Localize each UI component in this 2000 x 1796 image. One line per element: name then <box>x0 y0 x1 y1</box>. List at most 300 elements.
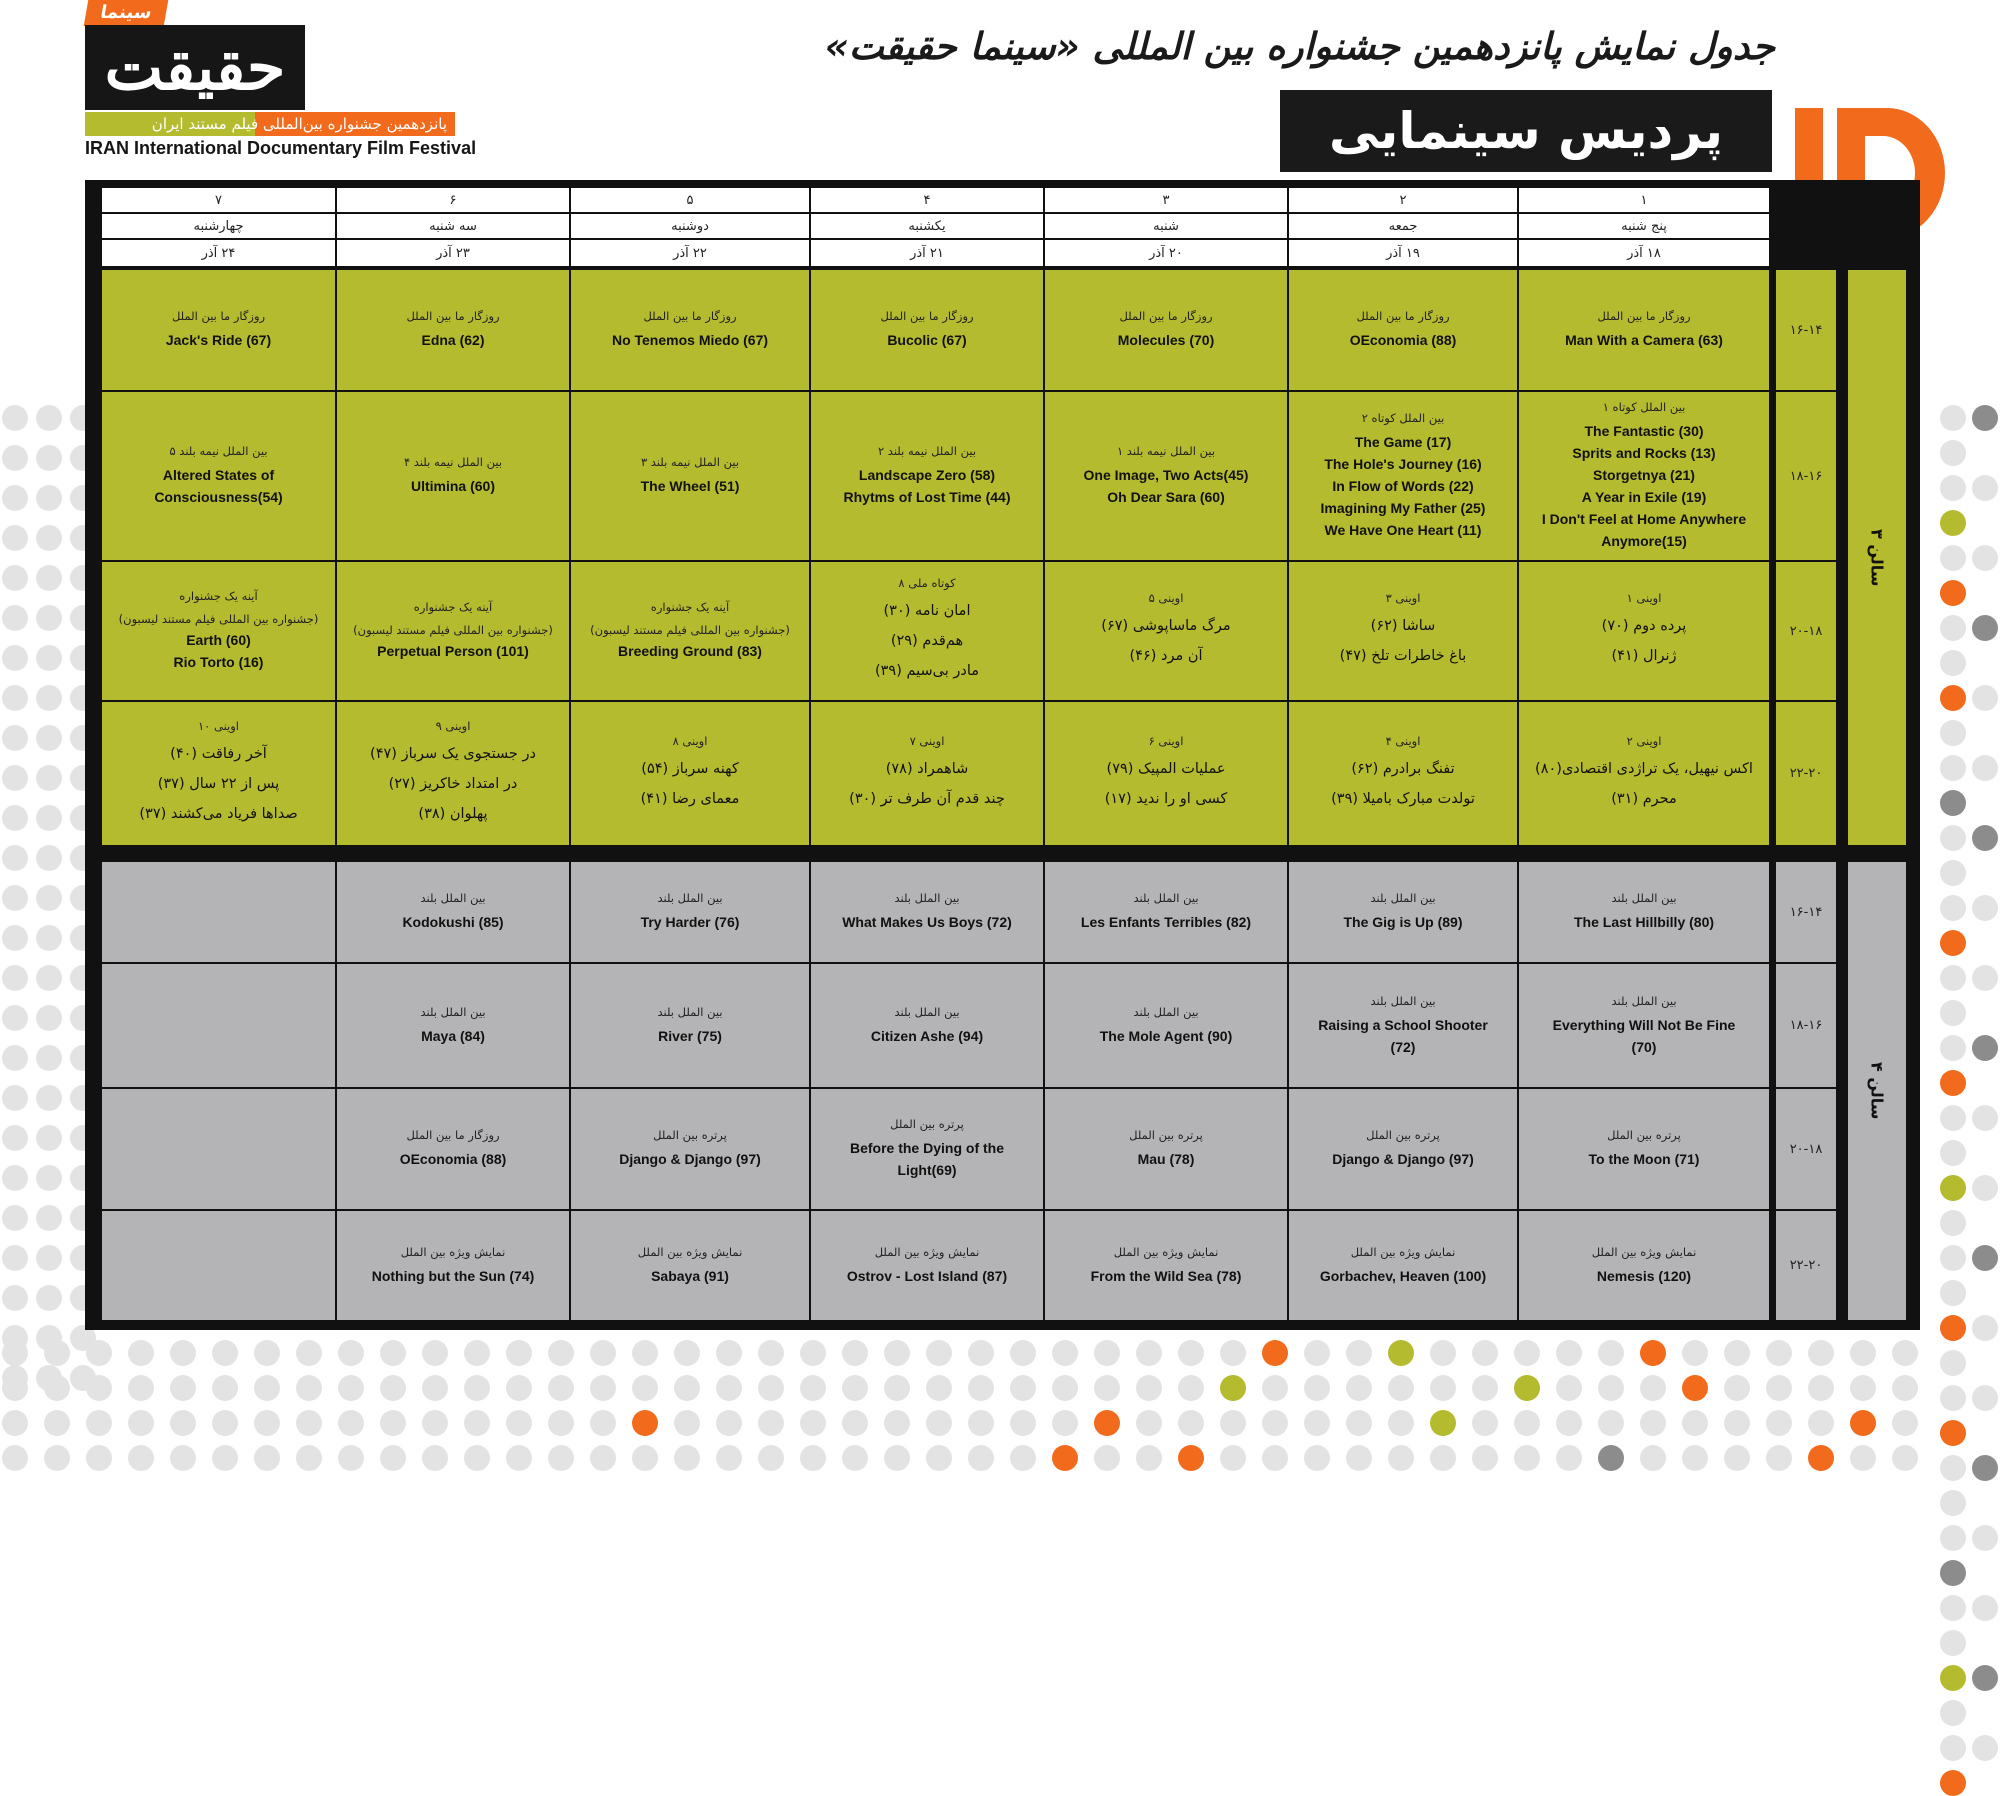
day-header-date <box>571 240 809 266</box>
day-num: ۷ <box>215 192 222 208</box>
decor-dot <box>1972 895 1998 921</box>
film-title: Everything Will Not Be Fine <box>1552 1016 1736 1033</box>
decor-dot <box>1556 1410 1582 1436</box>
section-label: روزگار ما بین الملل <box>1119 309 1213 323</box>
decor-dot <box>1940 965 1966 991</box>
decor-dot <box>1972 1245 1998 1271</box>
decor-dot <box>2 1245 28 1271</box>
decor-dot <box>422 1410 448 1436</box>
decor-dot <box>2 845 28 871</box>
section-label: روزگار ما بین الملل <box>1597 309 1691 323</box>
film-title: Light(69) <box>897 1162 957 1178</box>
schedule-cell <box>811 562 1043 700</box>
decor-dot <box>1892 1340 1918 1366</box>
decor-dot <box>1556 1375 1582 1401</box>
film-title: From the Wild Sea (78) <box>1090 1267 1242 1284</box>
time-slot <box>1776 562 1836 700</box>
decor-dot <box>1940 790 1966 816</box>
decor-dot <box>1972 1735 1998 1761</box>
section-label: بین الملل نیمه بلند ۳ <box>640 455 740 469</box>
schedule-cell <box>1045 562 1287 700</box>
section-label: روزگار ما بین الملل <box>406 1128 500 1142</box>
film-title: The Gig is Up (89) <box>1343 914 1463 930</box>
section-label: بین الملل بلند <box>894 891 960 905</box>
decor-dot <box>1388 1410 1414 1436</box>
section-label: بین الملل کوتاه ۲ <box>1361 411 1445 425</box>
decor-dot <box>1808 1445 1834 1471</box>
decor-dot <box>254 1410 280 1436</box>
decor-dot <box>1010 1340 1036 1366</box>
decor-dot <box>1430 1445 1456 1471</box>
schedule-cell <box>337 392 569 560</box>
decor-dot <box>86 1375 112 1401</box>
decor-dot <box>1136 1375 1162 1401</box>
decor-dot <box>36 1085 62 1111</box>
schedule-cell <box>571 270 809 390</box>
time-slot <box>1776 862 1836 962</box>
film-title: عملیات المپیک (۷۹) <box>1106 760 1226 777</box>
logo-cinema-tag: سینما <box>84 0 169 26</box>
decor-dot <box>36 1165 62 1191</box>
decor-dot <box>2 605 28 631</box>
decor-dot <box>1598 1445 1624 1471</box>
decor-dot <box>926 1445 952 1471</box>
decor-dot <box>1972 1105 1998 1131</box>
decor-dot <box>674 1410 700 1436</box>
decor-dot <box>338 1340 364 1366</box>
section-label: نمایش ویژه بین الملل <box>874 1244 980 1259</box>
decor-dot <box>716 1375 742 1401</box>
decor-dot <box>1304 1445 1330 1471</box>
day-name: پنج شنبه <box>1621 218 1667 234</box>
schedule-cell <box>1519 1211 1769 1320</box>
time-label: ۲۲-۲۰ <box>1789 1258 1823 1273</box>
decor-dot <box>2 1045 28 1071</box>
film-title: Citizen Ashe (94) <box>870 1027 984 1044</box>
schedule-cell <box>1289 1089 1517 1209</box>
decor-dot <box>2 1410 28 1436</box>
schedule-cell <box>102 862 335 962</box>
film-title: Breeding Ground (83) <box>618 643 762 659</box>
film-title: One Image, Two Acts(45) <box>1083 467 1249 483</box>
film-title: Landscape Zero (58) <box>858 467 996 483</box>
decor-dot <box>1262 1410 1288 1436</box>
decor-dot <box>842 1375 868 1401</box>
time-slot <box>1776 1089 1836 1209</box>
section-label: نمایش ویژه بین الملل <box>1350 1244 1456 1259</box>
decor-dot <box>506 1410 532 1436</box>
time-slot <box>1776 964 1836 1087</box>
day-date: ۲۴ آذر <box>201 245 236 261</box>
decor-dot <box>800 1340 826 1366</box>
decor-dot <box>1094 1445 1120 1471</box>
schedule-cell <box>1289 562 1517 700</box>
decor-dot <box>2 1285 28 1311</box>
decor-dot <box>632 1340 658 1366</box>
film-title: OEconomia (88) <box>399 1151 507 1167</box>
day-name: سه شنبه <box>429 218 477 234</box>
schedule-cell <box>337 862 569 962</box>
decor-dot <box>1940 1560 1966 1586</box>
film-title: اکس نیهیل، یک تراژدی اقتصادی(۸۰) <box>1535 760 1753 777</box>
section-label: روزگار ما بین الملل <box>880 309 974 323</box>
decor-dot <box>884 1340 910 1366</box>
decor-dot <box>1220 1410 1246 1436</box>
schedule-cell <box>571 964 809 1087</box>
venue-title: پردیس سینمایی <box>1328 102 1724 160</box>
decor-dot <box>1892 1375 1918 1401</box>
schedule-cell <box>337 1211 569 1320</box>
schedule-cell <box>811 1089 1043 1209</box>
decor-dot <box>380 1340 406 1366</box>
decor-dot <box>1094 1375 1120 1401</box>
decor-dot <box>506 1340 532 1366</box>
schedule-cell <box>1519 392 1769 560</box>
decor-dot <box>1972 405 1998 431</box>
day-header-date <box>1289 240 1517 266</box>
decor-dot <box>1940 1525 1966 1551</box>
decor-dot <box>968 1340 994 1366</box>
decor-dot <box>1940 475 1966 501</box>
day-num: ۱ <box>1640 192 1648 208</box>
decor-dot <box>1940 1630 1966 1656</box>
decor-dot <box>548 1340 574 1366</box>
decor-dot <box>1940 1455 1966 1481</box>
section-label: روزگار ما بین الملل <box>171 309 266 323</box>
decor-dot <box>1430 1375 1456 1401</box>
schedule-cell <box>337 964 569 1087</box>
decor-dot <box>1640 1410 1666 1436</box>
decor-dot <box>1940 1245 1966 1271</box>
decor-dot <box>1940 1070 1966 1096</box>
schedule-cell <box>1519 562 1769 700</box>
film-title: چند قدم آن طرف تر (۳۰) <box>849 790 1005 807</box>
decor-dot <box>1940 1105 1966 1131</box>
decor-dot <box>1514 1410 1540 1436</box>
film-title: باغ خاطرات تلخ (۴۷) <box>1339 648 1467 664</box>
decor-dot <box>800 1410 826 1436</box>
decor-dot <box>128 1410 154 1436</box>
schedule-cell <box>1045 1211 1287 1320</box>
decor-dot <box>1472 1340 1498 1366</box>
film-title: Django & Django (97) <box>1332 1151 1474 1167</box>
schedule-cell <box>571 392 809 560</box>
decor-dot <box>36 405 62 431</box>
film-title: To the Moon (71) <box>1588 1151 1700 1167</box>
day-date: ۲۰ آذر <box>1149 245 1183 261</box>
film-title: The Mole Agent (90) <box>1099 1027 1233 1044</box>
film-title: Kodokushi (85) <box>402 914 504 930</box>
decor-dot <box>1972 1455 1998 1481</box>
decor-dot <box>36 805 62 831</box>
decor-dot <box>44 1340 70 1366</box>
film-title: Rio Torto (16) <box>173 654 264 670</box>
decor-dot <box>968 1375 994 1401</box>
decor-dot <box>2 1375 28 1401</box>
film-title: In Flow of Words (22) <box>1332 478 1474 494</box>
decor-dot <box>1136 1445 1162 1471</box>
schedule-cell <box>571 862 809 962</box>
decor-dot <box>1178 1375 1204 1401</box>
film-title: (72) <box>1390 1038 1416 1055</box>
decor-dot <box>632 1375 658 1401</box>
decor-dot <box>44 1445 70 1471</box>
decor-dot <box>170 1375 196 1401</box>
film-title: معمای رضا (۴۱) <box>640 790 740 807</box>
schedule-cell <box>1289 392 1517 560</box>
decor-dot <box>548 1375 574 1401</box>
film-title: Mau (78) <box>1137 1151 1195 1167</box>
decor-dot <box>1724 1340 1750 1366</box>
section-label: اوینی ۷ <box>909 733 945 748</box>
schedule-cell <box>1519 270 1769 390</box>
decor-dot <box>1724 1375 1750 1401</box>
decor-dot <box>1940 685 1966 711</box>
decor-dot <box>338 1445 364 1471</box>
section-label: نمایش ویژه بین الملل <box>637 1244 743 1259</box>
decor-dot <box>36 685 62 711</box>
decor-dot <box>1556 1340 1582 1366</box>
time-label: ۲۲-۲۰ <box>1789 766 1823 781</box>
decor-dot <box>36 925 62 951</box>
decor-dot <box>422 1340 448 1366</box>
schedule-cell <box>337 270 569 390</box>
decor-dot <box>1940 1665 1966 1691</box>
section-label: بین الملل نیمه بلند ۴ <box>403 455 503 469</box>
section-label: اوینی ۶ <box>1148 733 1184 748</box>
film-title: Les Enfants Terribles (82) <box>1080 914 1252 930</box>
decor-dot <box>2 565 28 591</box>
section-label: بین الملل نیمه بلند ۲ <box>877 444 977 458</box>
section-label: بین الملل کوتاه ۱ <box>1602 400 1686 414</box>
decor-dot <box>1940 1035 1966 1061</box>
decor-dot <box>1766 1340 1792 1366</box>
day-header-num <box>1519 188 1769 212</box>
schedule-cell <box>1045 1089 1287 1209</box>
film-title: Nemesis (120) <box>1596 1267 1692 1284</box>
decor-dot <box>1972 755 1998 781</box>
decor-dot <box>44 1375 70 1401</box>
section-label: اوینی ۴ <box>1385 733 1421 748</box>
film-title: محرم (۳۱) <box>1611 790 1677 807</box>
decor-dot <box>1052 1445 1078 1471</box>
decor-dot <box>1972 1525 1998 1551</box>
decor-dot <box>1346 1375 1372 1401</box>
film-title: Nothing but the Sun (74) <box>371 1267 535 1284</box>
day-name: چهارشنبه <box>193 218 244 234</box>
decor-dot <box>422 1375 448 1401</box>
decor-dot <box>1640 1375 1666 1401</box>
decor-dot <box>36 605 62 631</box>
film-title: ساشا (۶۲) <box>1370 618 1436 634</box>
section-label: روزگار ما بین الملل <box>643 309 737 323</box>
section-label: بین الملل بلند <box>1611 891 1677 905</box>
decor-dot <box>1178 1445 1204 1471</box>
day-header-name <box>1289 214 1517 238</box>
section-label: پرتره بین الملل <box>653 1128 727 1142</box>
decor-dot <box>380 1445 406 1471</box>
decor-dot <box>1766 1375 1792 1401</box>
film-title: Bucolic (67) <box>887 332 967 348</box>
section-label: بین الملل بلند <box>1611 993 1677 1008</box>
film-title: I Don't Feel at Home Anywhere <box>1541 511 1747 527</box>
section-label: بین الملل بلند <box>657 891 723 905</box>
section-label: اوینی ۱ <box>1626 591 1662 605</box>
film-title: OEconomia (88) <box>1349 332 1457 348</box>
decor-dot <box>1940 1315 1966 1341</box>
decor-dot <box>254 1375 280 1401</box>
decor-dot <box>1940 1385 1966 1411</box>
decor-dot <box>1972 1035 1998 1061</box>
decor-dot <box>1220 1375 1246 1401</box>
film-title: Before the Dying of the <box>849 1140 1004 1156</box>
decor-dot <box>1940 825 1966 851</box>
film-title: Sprits and Rocks (13) <box>1572 445 1716 461</box>
time-label: ۲۰-۱۸ <box>1789 1141 1823 1157</box>
day-header-num <box>1289 188 1517 212</box>
day-header-date <box>1519 240 1769 266</box>
logo-strip-text: پانزدهمین جشنواره بین‌المللی فیلم مستند ایران <box>151 115 447 133</box>
section-label: بین الملل بلند <box>1370 993 1436 1008</box>
decor-dot <box>170 1445 196 1471</box>
decor-dot <box>1094 1340 1120 1366</box>
decor-dot <box>36 525 62 551</box>
time-slot <box>1776 270 1836 390</box>
section-label: پرتره بین الملل <box>1129 1128 1203 1142</box>
film-title: تولدت مبارک بامیلا (۳۹) <box>1331 790 1475 807</box>
time-label: ۱۸-۱۶ <box>1789 468 1823 484</box>
schedule-cell <box>1289 964 1517 1087</box>
decor-dot <box>674 1445 700 1471</box>
film-title: Molecules (70) <box>1117 332 1215 348</box>
film-title: The Game (17) <box>1354 434 1452 450</box>
decor-dot <box>464 1410 490 1436</box>
section-sublabel: (جشنواره بین المللی فیلم مستند لیسبون) <box>353 623 553 637</box>
decor-dot <box>1940 1000 1966 1026</box>
decor-dot <box>1940 1770 1966 1796</box>
schedule-cell <box>102 702 335 845</box>
film-title: Django & Django (97) <box>619 1151 761 1167</box>
decor-dot <box>2 1445 28 1471</box>
decor-dot <box>2 1165 28 1191</box>
decor-dot <box>1598 1375 1624 1401</box>
day-header-name <box>811 214 1043 238</box>
decor-dot <box>1472 1445 1498 1471</box>
decor-dot <box>2 805 28 831</box>
decor-dot <box>2 405 28 431</box>
decor-dot <box>590 1340 616 1366</box>
decor-dot <box>968 1410 994 1436</box>
decor-dot <box>1052 1410 1078 1436</box>
film-title: We Have One Heart (11) <box>1324 522 1482 538</box>
decor-dot <box>1346 1410 1372 1436</box>
decor-dot <box>36 445 62 471</box>
day-name: شنبه <box>1153 218 1179 234</box>
decor-dot <box>926 1375 952 1401</box>
schedule-cell <box>811 702 1043 845</box>
decor-dot <box>36 1285 62 1311</box>
decor-dot <box>2 1125 28 1151</box>
film-title: پهلوان (۳۸) <box>418 805 488 822</box>
schedule-cell <box>1519 702 1769 845</box>
section-label: بین الملل بلند <box>657 1004 723 1019</box>
decor-dot <box>758 1445 784 1471</box>
decor-dot <box>36 645 62 671</box>
section-label: بین الملل بلند <box>1133 1004 1199 1019</box>
hall-label <box>1848 270 1906 845</box>
decor-dot <box>2 645 28 671</box>
decor-dot <box>1220 1340 1246 1366</box>
decor-dot <box>1346 1445 1372 1471</box>
day-date: ۲۱ آذر <box>910 245 944 261</box>
decor-dot <box>36 1125 62 1151</box>
decor-dot <box>86 1445 112 1471</box>
decor-dot <box>296 1340 322 1366</box>
decor-dot <box>1972 685 1998 711</box>
day-num: ۵ <box>686 192 694 208</box>
decor-dot <box>590 1445 616 1471</box>
decor-dot <box>1972 1595 1998 1621</box>
decor-dot <box>464 1375 490 1401</box>
decor-dot <box>758 1340 784 1366</box>
decor-dot <box>800 1445 826 1471</box>
film-title: صداها فریاد می‌کشند (۳۷) <box>139 805 298 822</box>
logo-english-name: IRAN International Documentary Film Festival <box>85 138 477 158</box>
decor-dot <box>1346 1340 1372 1366</box>
decor-dot <box>1766 1410 1792 1436</box>
decor-dot <box>36 765 62 791</box>
decor-dot <box>1808 1375 1834 1401</box>
film-title: کهنه سرباز (۵۴) <box>641 760 739 777</box>
decor-dot <box>36 485 62 511</box>
decor-dot <box>2 525 28 551</box>
decor-dot <box>1972 615 1998 641</box>
decor-dot <box>1808 1410 1834 1436</box>
decor-dot <box>1940 755 1966 781</box>
decor-dot <box>1682 1340 1708 1366</box>
section-label: اوینی ۵ <box>1148 591 1184 605</box>
film-title: No Tenemos Miedo (67) <box>611 332 769 348</box>
film-title: Edna (62) <box>421 332 485 348</box>
decor-dot <box>1472 1375 1498 1401</box>
schedule-cell <box>811 392 1043 560</box>
decor-dot <box>2 485 28 511</box>
section-label: آینه یک جشنواره <box>413 600 493 614</box>
decor-dot <box>1972 1175 1998 1201</box>
film-title: Earth (60) <box>186 632 251 648</box>
decor-dot <box>2 685 28 711</box>
decor-dot <box>1940 1350 1966 1376</box>
decor-dot <box>86 1410 112 1436</box>
decor-dot <box>1940 580 1966 606</box>
decor-dot <box>464 1445 490 1471</box>
schedule-cell <box>1045 702 1287 845</box>
decor-dot <box>464 1340 490 1366</box>
decor-dot <box>128 1340 154 1366</box>
film-title: Rhytms of Lost Time (44) <box>843 489 1011 505</box>
decor-dot <box>1514 1375 1540 1401</box>
decor-dot <box>506 1375 532 1401</box>
day-header-date <box>811 240 1043 266</box>
film-title: Altered States of <box>162 467 275 483</box>
decor-dot <box>548 1410 574 1436</box>
decor-dot <box>758 1375 784 1401</box>
decor-dot <box>1940 615 1966 641</box>
decor-dot <box>548 1445 574 1471</box>
decor-dot <box>1514 1445 1540 1471</box>
time-label: ۱۶-۱۴ <box>1789 322 1823 338</box>
decor-dot <box>1430 1410 1456 1436</box>
